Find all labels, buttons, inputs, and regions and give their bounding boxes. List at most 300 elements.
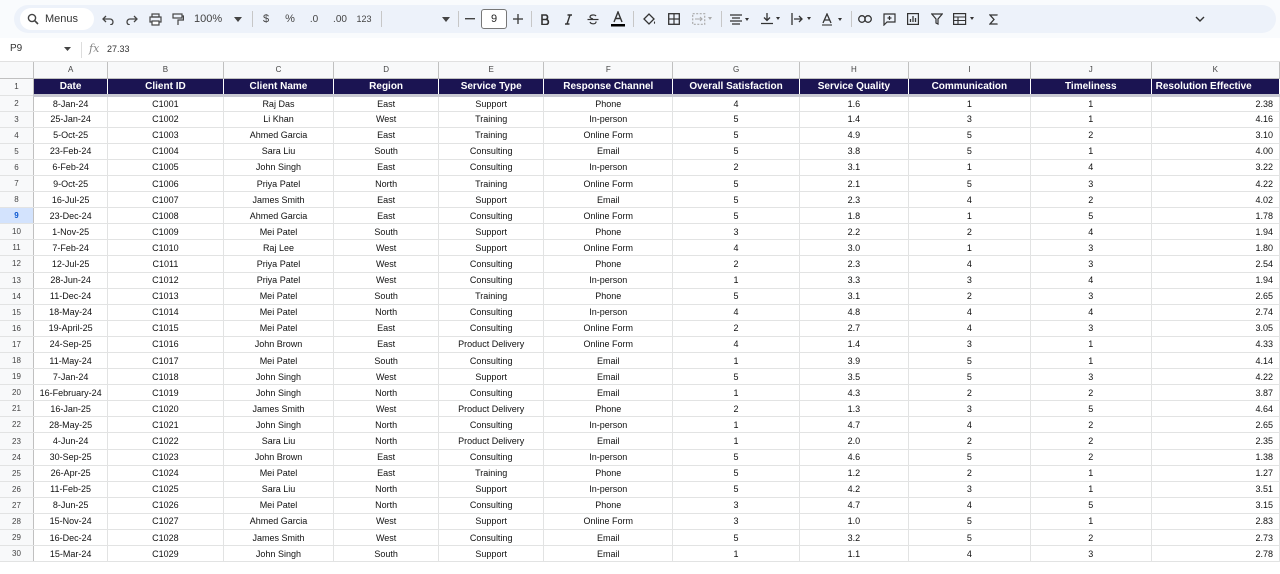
header-cell[interactable]: Client ID — [108, 78, 223, 95]
table-cell[interactable]: 4 — [908, 546, 1030, 562]
table-cell[interactable]: 2.73 — [1151, 530, 1279, 546]
table-cell[interactable]: East — [334, 449, 439, 465]
redo-button[interactable] — [123, 9, 139, 29]
table-cell[interactable]: Support — [438, 513, 544, 529]
table-cell[interactable]: Mei Patel — [223, 465, 334, 481]
table-cell[interactable]: 5 — [908, 369, 1030, 385]
table-cell[interactable]: 2 — [673, 401, 800, 417]
table-cell[interactable]: 2.38 — [1151, 95, 1279, 111]
table-cell[interactable]: Support — [438, 192, 544, 208]
table-cell[interactable]: 4.02 — [1151, 192, 1279, 208]
decrease-decimal-button[interactable]: .0 — [309, 13, 319, 25]
table-cell[interactable]: North — [334, 433, 439, 449]
row-number[interactable]: 9 — [0, 208, 33, 224]
formula-input[interactable]: 27.33 — [107, 44, 130, 54]
table-cell[interactable]: 3.87 — [1151, 385, 1279, 401]
table-cell[interactable]: C1024 — [108, 465, 223, 481]
table-cell[interactable]: 11-Dec-24 — [33, 288, 107, 304]
row-number[interactable]: 27 — [0, 497, 33, 513]
table-cell[interactable]: 4 — [1030, 159, 1151, 175]
table-cell[interactable]: 3.5 — [800, 369, 909, 385]
table-cell[interactable]: 5 — [1030, 208, 1151, 224]
table-cell[interactable]: In-person — [544, 159, 673, 175]
row-number[interactable]: 25 — [0, 465, 33, 481]
table-cell[interactable]: Email — [544, 530, 673, 546]
table-cell[interactable]: 18-May-24 — [33, 304, 107, 320]
table-cell[interactable]: Sara Liu — [223, 433, 334, 449]
table-cell[interactable]: Consulting — [438, 304, 544, 320]
table-cell[interactable]: 9-Oct-25 — [33, 175, 107, 191]
table-cell[interactable]: 3 — [1030, 369, 1151, 385]
table-cell[interactable]: 1.0 — [800, 513, 909, 529]
table-cell[interactable]: 3 — [1030, 175, 1151, 191]
table-cell[interactable]: Training — [438, 288, 544, 304]
table-cell[interactable]: 5 — [673, 369, 800, 385]
table-cell[interactable]: 1 — [673, 272, 800, 288]
table-cell[interactable]: 4 — [1030, 224, 1151, 240]
table-cell[interactable]: 8-Jan-24 — [33, 95, 107, 111]
table-cell[interactable]: North — [334, 497, 439, 513]
table-cell[interactable]: 28-Jun-24 — [33, 272, 107, 288]
table-cell[interactable]: Phone — [544, 95, 673, 111]
table-cell[interactable]: 1.1 — [800, 546, 909, 562]
table-view-button[interactable] — [952, 9, 978, 29]
bold-button[interactable] — [538, 9, 552, 29]
table-cell[interactable]: In-person — [544, 272, 673, 288]
table-cell[interactable]: 3 — [908, 481, 1030, 497]
table-cell[interactable]: 4 — [908, 192, 1030, 208]
table-cell[interactable]: In-person — [544, 417, 673, 433]
table-cell[interactable]: 23-Dec-24 — [33, 208, 107, 224]
row-number[interactable]: 3 — [0, 111, 33, 127]
table-cell[interactable]: 4 — [908, 417, 1030, 433]
insert-comment-button[interactable] — [881, 9, 897, 29]
table-cell[interactable]: Consulting — [438, 256, 544, 272]
table-cell[interactable]: John Brown — [223, 449, 334, 465]
table-cell[interactable]: 1 — [1030, 513, 1151, 529]
table-cell[interactable]: 3 — [908, 272, 1030, 288]
table-cell[interactable]: South — [334, 224, 439, 240]
table-cell[interactable]: Mei Patel — [223, 288, 334, 304]
table-cell[interactable]: 5 — [908, 143, 1030, 159]
insert-link-button[interactable] — [857, 9, 873, 29]
column-header[interactable]: K — [1151, 62, 1279, 78]
table-cell[interactable]: 2.3 — [800, 256, 909, 272]
menus-button[interactable] — [20, 8, 94, 30]
zoom-dropdown-arrow[interactable] — [233, 9, 243, 29]
table-cell[interactable]: John Singh — [223, 369, 334, 385]
table-cell[interactable]: 3.2 — [800, 530, 909, 546]
row-number[interactable]: 10 — [0, 224, 33, 240]
zoom-select[interactable] — [194, 9, 230, 29]
table-cell[interactable]: In-person — [544, 449, 673, 465]
table-cell[interactable]: 1 — [908, 95, 1030, 111]
table-cell[interactable]: 2.7 — [800, 320, 909, 336]
table-cell[interactable]: 4.2 — [800, 481, 909, 497]
table-cell[interactable]: 3 — [1030, 546, 1151, 562]
table-cell[interactable]: West — [334, 369, 439, 385]
table-cell[interactable]: Mei Patel — [223, 497, 334, 513]
table-cell[interactable]: Consulting — [438, 320, 544, 336]
fill-color-button[interactable] — [641, 9, 657, 29]
currency-format-button[interactable]: $ — [262, 13, 270, 25]
table-cell[interactable]: 2 — [1030, 127, 1151, 143]
column-header[interactable]: E — [438, 62, 544, 78]
row-number[interactable]: 8 — [0, 192, 33, 208]
table-cell[interactable]: James Smith — [223, 401, 334, 417]
table-cell[interactable]: 7-Jan-24 — [33, 369, 107, 385]
table-cell[interactable]: Support — [438, 546, 544, 562]
table-cell[interactable]: Email — [544, 385, 673, 401]
row-number[interactable]: 24 — [0, 449, 33, 465]
table-cell[interactable]: 1.3 — [800, 401, 909, 417]
row-number[interactable]: 11 — [0, 240, 33, 256]
table-cell[interactable]: 4.9 — [800, 127, 909, 143]
table-cell[interactable]: 4.00 — [1151, 143, 1279, 159]
table-cell[interactable]: 5 — [673, 449, 800, 465]
borders-button[interactable] — [666, 9, 682, 29]
table-cell[interactable]: Product Delivery — [438, 401, 544, 417]
table-cell[interactable]: Online Form — [544, 336, 673, 352]
table-cell[interactable]: 5 — [908, 353, 1030, 369]
table-cell[interactable]: Mei Patel — [223, 353, 334, 369]
table-cell[interactable]: 2 — [1030, 192, 1151, 208]
table-cell[interactable]: 12-Jul-25 — [33, 256, 107, 272]
header-cell[interactable]: Overall Satisfaction — [673, 78, 800, 95]
table-cell[interactable]: C1014 — [108, 304, 223, 320]
collapse-toolbar-button[interactable] — [1193, 9, 1207, 29]
table-cell[interactable]: C1027 — [108, 513, 223, 529]
table-cell[interactable]: 1 — [1030, 143, 1151, 159]
table-cell[interactable]: 5 — [673, 192, 800, 208]
table-cell[interactable]: Phone — [544, 224, 673, 240]
table-cell[interactable]: 4 — [1030, 304, 1151, 320]
table-cell[interactable]: 3.51 — [1151, 481, 1279, 497]
font-size-input[interactable]: 9 — [481, 9, 507, 29]
table-cell[interactable]: 15-Mar-24 — [33, 546, 107, 562]
row-number[interactable]: 29 — [0, 530, 33, 546]
table-cell[interactable]: South — [334, 353, 439, 369]
table-cell[interactable]: Training — [438, 111, 544, 127]
table-cell[interactable]: Phone — [544, 497, 673, 513]
table-cell[interactable]: 1 — [1030, 111, 1151, 127]
table-cell[interactable]: 5 — [908, 530, 1030, 546]
table-cell[interactable]: 1.8 — [800, 208, 909, 224]
table-cell[interactable]: 4 — [908, 320, 1030, 336]
table-cell[interactable]: Online Form — [544, 175, 673, 191]
table-cell[interactable]: Phone — [544, 465, 673, 481]
table-cell[interactable]: 30-Sep-25 — [33, 449, 107, 465]
table-cell[interactable]: 5 — [673, 465, 800, 481]
table-cell[interactable]: West — [334, 256, 439, 272]
column-header[interactable]: D — [334, 62, 439, 78]
table-cell[interactable]: 5 — [908, 513, 1030, 529]
table-cell[interactable]: 2 — [908, 465, 1030, 481]
header-cell[interactable]: Service Quality — [800, 78, 909, 95]
table-cell[interactable]: 1.78 — [1151, 208, 1279, 224]
table-cell[interactable]: Consulting — [438, 497, 544, 513]
table-cell[interactable]: Email — [544, 353, 673, 369]
table-cell[interactable]: 1 — [908, 159, 1030, 175]
table-cell[interactable]: Mei Patel — [223, 304, 334, 320]
table-cell[interactable]: 4 — [673, 240, 800, 256]
table-cell[interactable]: 1 — [1030, 465, 1151, 481]
table-cell[interactable]: North — [334, 417, 439, 433]
italic-button[interactable] — [561, 9, 575, 29]
horizontal-align-button[interactable] — [728, 9, 752, 29]
table-cell[interactable]: 5 — [673, 530, 800, 546]
table-cell[interactable]: North — [334, 304, 439, 320]
table-cell[interactable]: C1018 — [108, 369, 223, 385]
table-cell[interactable]: 2.78 — [1151, 546, 1279, 562]
table-cell[interactable]: Email — [544, 369, 673, 385]
table-cell[interactable]: 4 — [908, 497, 1030, 513]
header-cell[interactable]: Communication — [908, 78, 1030, 95]
table-cell[interactable]: Consulting — [438, 159, 544, 175]
table-cell[interactable]: John Singh — [223, 546, 334, 562]
row-number[interactable]: 21 — [0, 401, 33, 417]
table-cell[interactable]: C1023 — [108, 449, 223, 465]
table-cell[interactable]: C1003 — [108, 127, 223, 143]
table-cell[interactable]: 1 — [673, 546, 800, 562]
row-number[interactable]: 14 — [0, 288, 33, 304]
row-number[interactable]: 22 — [0, 417, 33, 433]
table-cell[interactable]: Phone — [544, 288, 673, 304]
table-cell[interactable]: 28-May-25 — [33, 417, 107, 433]
table-cell[interactable]: 2.83 — [1151, 513, 1279, 529]
column-header[interactable]: H — [800, 62, 909, 78]
table-cell[interactable]: Training — [438, 465, 544, 481]
row-number[interactable]: 20 — [0, 385, 33, 401]
table-cell[interactable]: 3 — [908, 336, 1030, 352]
table-cell[interactable]: East — [334, 127, 439, 143]
table-cell[interactable]: 4 — [673, 336, 800, 352]
column-header[interactable]: F — [544, 62, 673, 78]
table-cell[interactable]: 5 — [673, 111, 800, 127]
table-cell[interactable]: 5 — [673, 481, 800, 497]
row-number[interactable]: 15 — [0, 304, 33, 320]
column-header[interactable]: G — [673, 62, 800, 78]
table-cell[interactable]: C1012 — [108, 272, 223, 288]
row-number[interactable]: 7 — [0, 175, 33, 191]
row-number[interactable]: 6 — [0, 159, 33, 175]
text-color-button[interactable] — [609, 9, 627, 29]
table-cell[interactable]: 4.7 — [800, 497, 909, 513]
table-cell[interactable]: 4.22 — [1151, 369, 1279, 385]
table-cell[interactable]: 1 — [908, 240, 1030, 256]
table-cell[interactable]: 5 — [1030, 401, 1151, 417]
table-cell[interactable]: 3.22 — [1151, 159, 1279, 175]
table-cell[interactable]: 3 — [908, 111, 1030, 127]
table-cell[interactable]: Raj Das — [223, 95, 334, 111]
table-cell[interactable]: 3.1 — [800, 159, 909, 175]
table-cell[interactable]: 5 — [1030, 497, 1151, 513]
column-header[interactable]: C — [223, 62, 334, 78]
table-cell[interactable]: 2 — [908, 288, 1030, 304]
table-cell[interactable]: 4 — [1030, 272, 1151, 288]
table-cell[interactable]: 1 — [1030, 336, 1151, 352]
chevron-down-icon[interactable] — [64, 47, 71, 51]
table-cell[interactable]: 19-April-25 — [33, 320, 107, 336]
table-cell[interactable]: C1019 — [108, 385, 223, 401]
increase-decimal-button[interactable]: .00 — [333, 13, 347, 25]
insert-chart-button[interactable] — [905, 9, 921, 29]
table-cell[interactable]: 4 — [908, 304, 1030, 320]
table-cell[interactable]: 5 — [673, 127, 800, 143]
header-cell[interactable]: Resolution Effective — [1151, 78, 1279, 95]
table-cell[interactable]: 23-Feb-24 — [33, 143, 107, 159]
table-cell[interactable]: Support — [438, 481, 544, 497]
table-cell[interactable]: 1.80 — [1151, 240, 1279, 256]
table-cell[interactable]: Mei Patel — [223, 224, 334, 240]
table-cell[interactable]: 3.05 — [1151, 320, 1279, 336]
table-cell[interactable]: 1.4 — [800, 111, 909, 127]
table-cell[interactable]: North — [334, 481, 439, 497]
table-cell[interactable]: 16-Jul-25 — [33, 192, 107, 208]
table-cell[interactable]: 4 — [673, 95, 800, 111]
table-cell[interactable]: South — [334, 143, 439, 159]
table-cell[interactable]: East — [334, 192, 439, 208]
table-cell[interactable]: Priya Patel — [223, 272, 334, 288]
table-cell[interactable]: 1 — [673, 417, 800, 433]
table-cell[interactable]: Phone — [544, 401, 673, 417]
functions-button[interactable] — [987, 9, 999, 29]
table-cell[interactable]: James Smith — [223, 530, 334, 546]
table-cell[interactable]: 3.15 — [1151, 497, 1279, 513]
table-cell[interactable]: 25-Jan-24 — [33, 111, 107, 127]
table-cell[interactable]: 1 — [1030, 481, 1151, 497]
table-cell[interactable]: C1025 — [108, 481, 223, 497]
row-number[interactable]: 17 — [0, 336, 33, 352]
table-cell[interactable]: Training — [438, 175, 544, 191]
table-cell[interactable]: 1.2 — [800, 465, 909, 481]
table-cell[interactable]: East — [334, 95, 439, 111]
decrease-font-size-button[interactable] — [464, 9, 476, 29]
row-number[interactable]: 18 — [0, 353, 33, 369]
table-cell[interactable]: C1011 — [108, 256, 223, 272]
table-cell[interactable]: Support — [438, 369, 544, 385]
text-rotation-button[interactable] — [820, 9, 846, 29]
name-box[interactable]: P9 — [10, 43, 23, 54]
table-cell[interactable]: Priya Patel — [223, 256, 334, 272]
table-cell[interactable]: 3.9 — [800, 353, 909, 369]
table-cell[interactable]: John Singh — [223, 417, 334, 433]
text-wrap-button[interactable] — [790, 9, 814, 29]
table-cell[interactable]: Product Delivery — [438, 433, 544, 449]
paint-format-button[interactable] — [170, 9, 186, 29]
table-cell[interactable]: 4.22 — [1151, 175, 1279, 191]
table-cell[interactable]: Training — [438, 127, 544, 143]
header-cell[interactable]: Service Type — [438, 78, 544, 95]
table-cell[interactable]: Ahmed Garcia — [223, 127, 334, 143]
row-number[interactable]: 23 — [0, 433, 33, 449]
table-cell[interactable]: 4-Jun-24 — [33, 433, 107, 449]
row-number[interactable]: 1 — [0, 78, 33, 95]
table-cell[interactable]: C1004 — [108, 143, 223, 159]
table-cell[interactable]: Support — [438, 224, 544, 240]
table-cell[interactable]: Online Form — [544, 208, 673, 224]
table-cell[interactable]: 16-February-24 — [33, 385, 107, 401]
table-cell[interactable]: C1029 — [108, 546, 223, 562]
header-cell[interactable]: Timeliness — [1030, 78, 1151, 95]
table-cell[interactable]: 4.16 — [1151, 111, 1279, 127]
vertical-align-button[interactable] — [759, 9, 783, 29]
table-cell[interactable]: Phone — [544, 256, 673, 272]
table-cell[interactable]: 3 — [1030, 240, 1151, 256]
table-cell[interactable]: Ahmed Garcia — [223, 513, 334, 529]
table-cell[interactable]: Support — [438, 240, 544, 256]
table-cell[interactable]: 3 — [908, 401, 1030, 417]
table-cell[interactable]: C1026 — [108, 497, 223, 513]
table-cell[interactable]: 1.94 — [1151, 272, 1279, 288]
table-cell[interactable]: C1020 — [108, 401, 223, 417]
table-cell[interactable]: East — [334, 208, 439, 224]
table-cell[interactable]: 5 — [908, 175, 1030, 191]
table-cell[interactable]: 1.4 — [800, 336, 909, 352]
table-cell[interactable]: Email — [544, 546, 673, 562]
row-number[interactable]: 30 — [0, 546, 33, 562]
column-header[interactable]: A — [33, 62, 107, 78]
table-cell[interactable]: 4.33 — [1151, 336, 1279, 352]
table-cell[interactable]: 16-Jan-25 — [33, 401, 107, 417]
table-cell[interactable]: North — [334, 385, 439, 401]
table-cell[interactable]: In-person — [544, 111, 673, 127]
table-cell[interactable]: Online Form — [544, 513, 673, 529]
table-cell[interactable]: Email — [544, 192, 673, 208]
table-cell[interactable]: Online Form — [544, 127, 673, 143]
filter-button[interactable] — [929, 9, 945, 29]
table-cell[interactable]: Consulting — [438, 417, 544, 433]
table-cell[interactable]: West — [334, 240, 439, 256]
table-cell[interactable]: 7-Feb-24 — [33, 240, 107, 256]
table-cell[interactable]: 1.38 — [1151, 449, 1279, 465]
table-cell[interactable]: Online Form — [544, 320, 673, 336]
table-cell[interactable]: East — [334, 320, 439, 336]
table-cell[interactable]: 4 — [673, 304, 800, 320]
table-cell[interactable]: 4.6 — [800, 449, 909, 465]
table-cell[interactable]: 4.3 — [800, 385, 909, 401]
select-all-corner[interactable] — [0, 62, 33, 78]
table-cell[interactable]: 3.0 — [800, 240, 909, 256]
table-cell[interactable]: 3.10 — [1151, 127, 1279, 143]
row-number[interactable]: 19 — [0, 369, 33, 385]
table-cell[interactable]: 3 — [1030, 256, 1151, 272]
table-cell[interactable]: C1016 — [108, 336, 223, 352]
table-cell[interactable]: 3 — [1030, 320, 1151, 336]
table-cell[interactable]: C1005 — [108, 159, 223, 175]
header-cell[interactable]: Date — [33, 78, 107, 95]
table-cell[interactable]: 2 — [908, 433, 1030, 449]
table-cell[interactable]: 1 — [1030, 95, 1151, 111]
table-cell[interactable]: John Singh — [223, 385, 334, 401]
table-cell[interactable]: Consulting — [438, 143, 544, 159]
percent-format-button[interactable]: % — [285, 13, 295, 25]
row-number[interactable]: 12 — [0, 256, 33, 272]
table-cell[interactable]: 4.7 — [800, 417, 909, 433]
table-cell[interactable]: Priya Patel — [223, 175, 334, 191]
table-cell[interactable]: 5 — [673, 143, 800, 159]
table-cell[interactable]: 4 — [908, 256, 1030, 272]
row-number[interactable]: 5 — [0, 143, 33, 159]
table-cell[interactable]: Sara Liu — [223, 481, 334, 497]
table-cell[interactable]: 5 — [673, 175, 800, 191]
table-cell[interactable]: Consulting — [438, 353, 544, 369]
font-family-select[interactable] — [386, 9, 450, 29]
table-cell[interactable]: 1.94 — [1151, 224, 1279, 240]
table-cell[interactable]: In-person — [544, 481, 673, 497]
table-cell[interactable]: 3.1 — [800, 288, 909, 304]
header-cell[interactable]: Client Name — [223, 78, 334, 95]
